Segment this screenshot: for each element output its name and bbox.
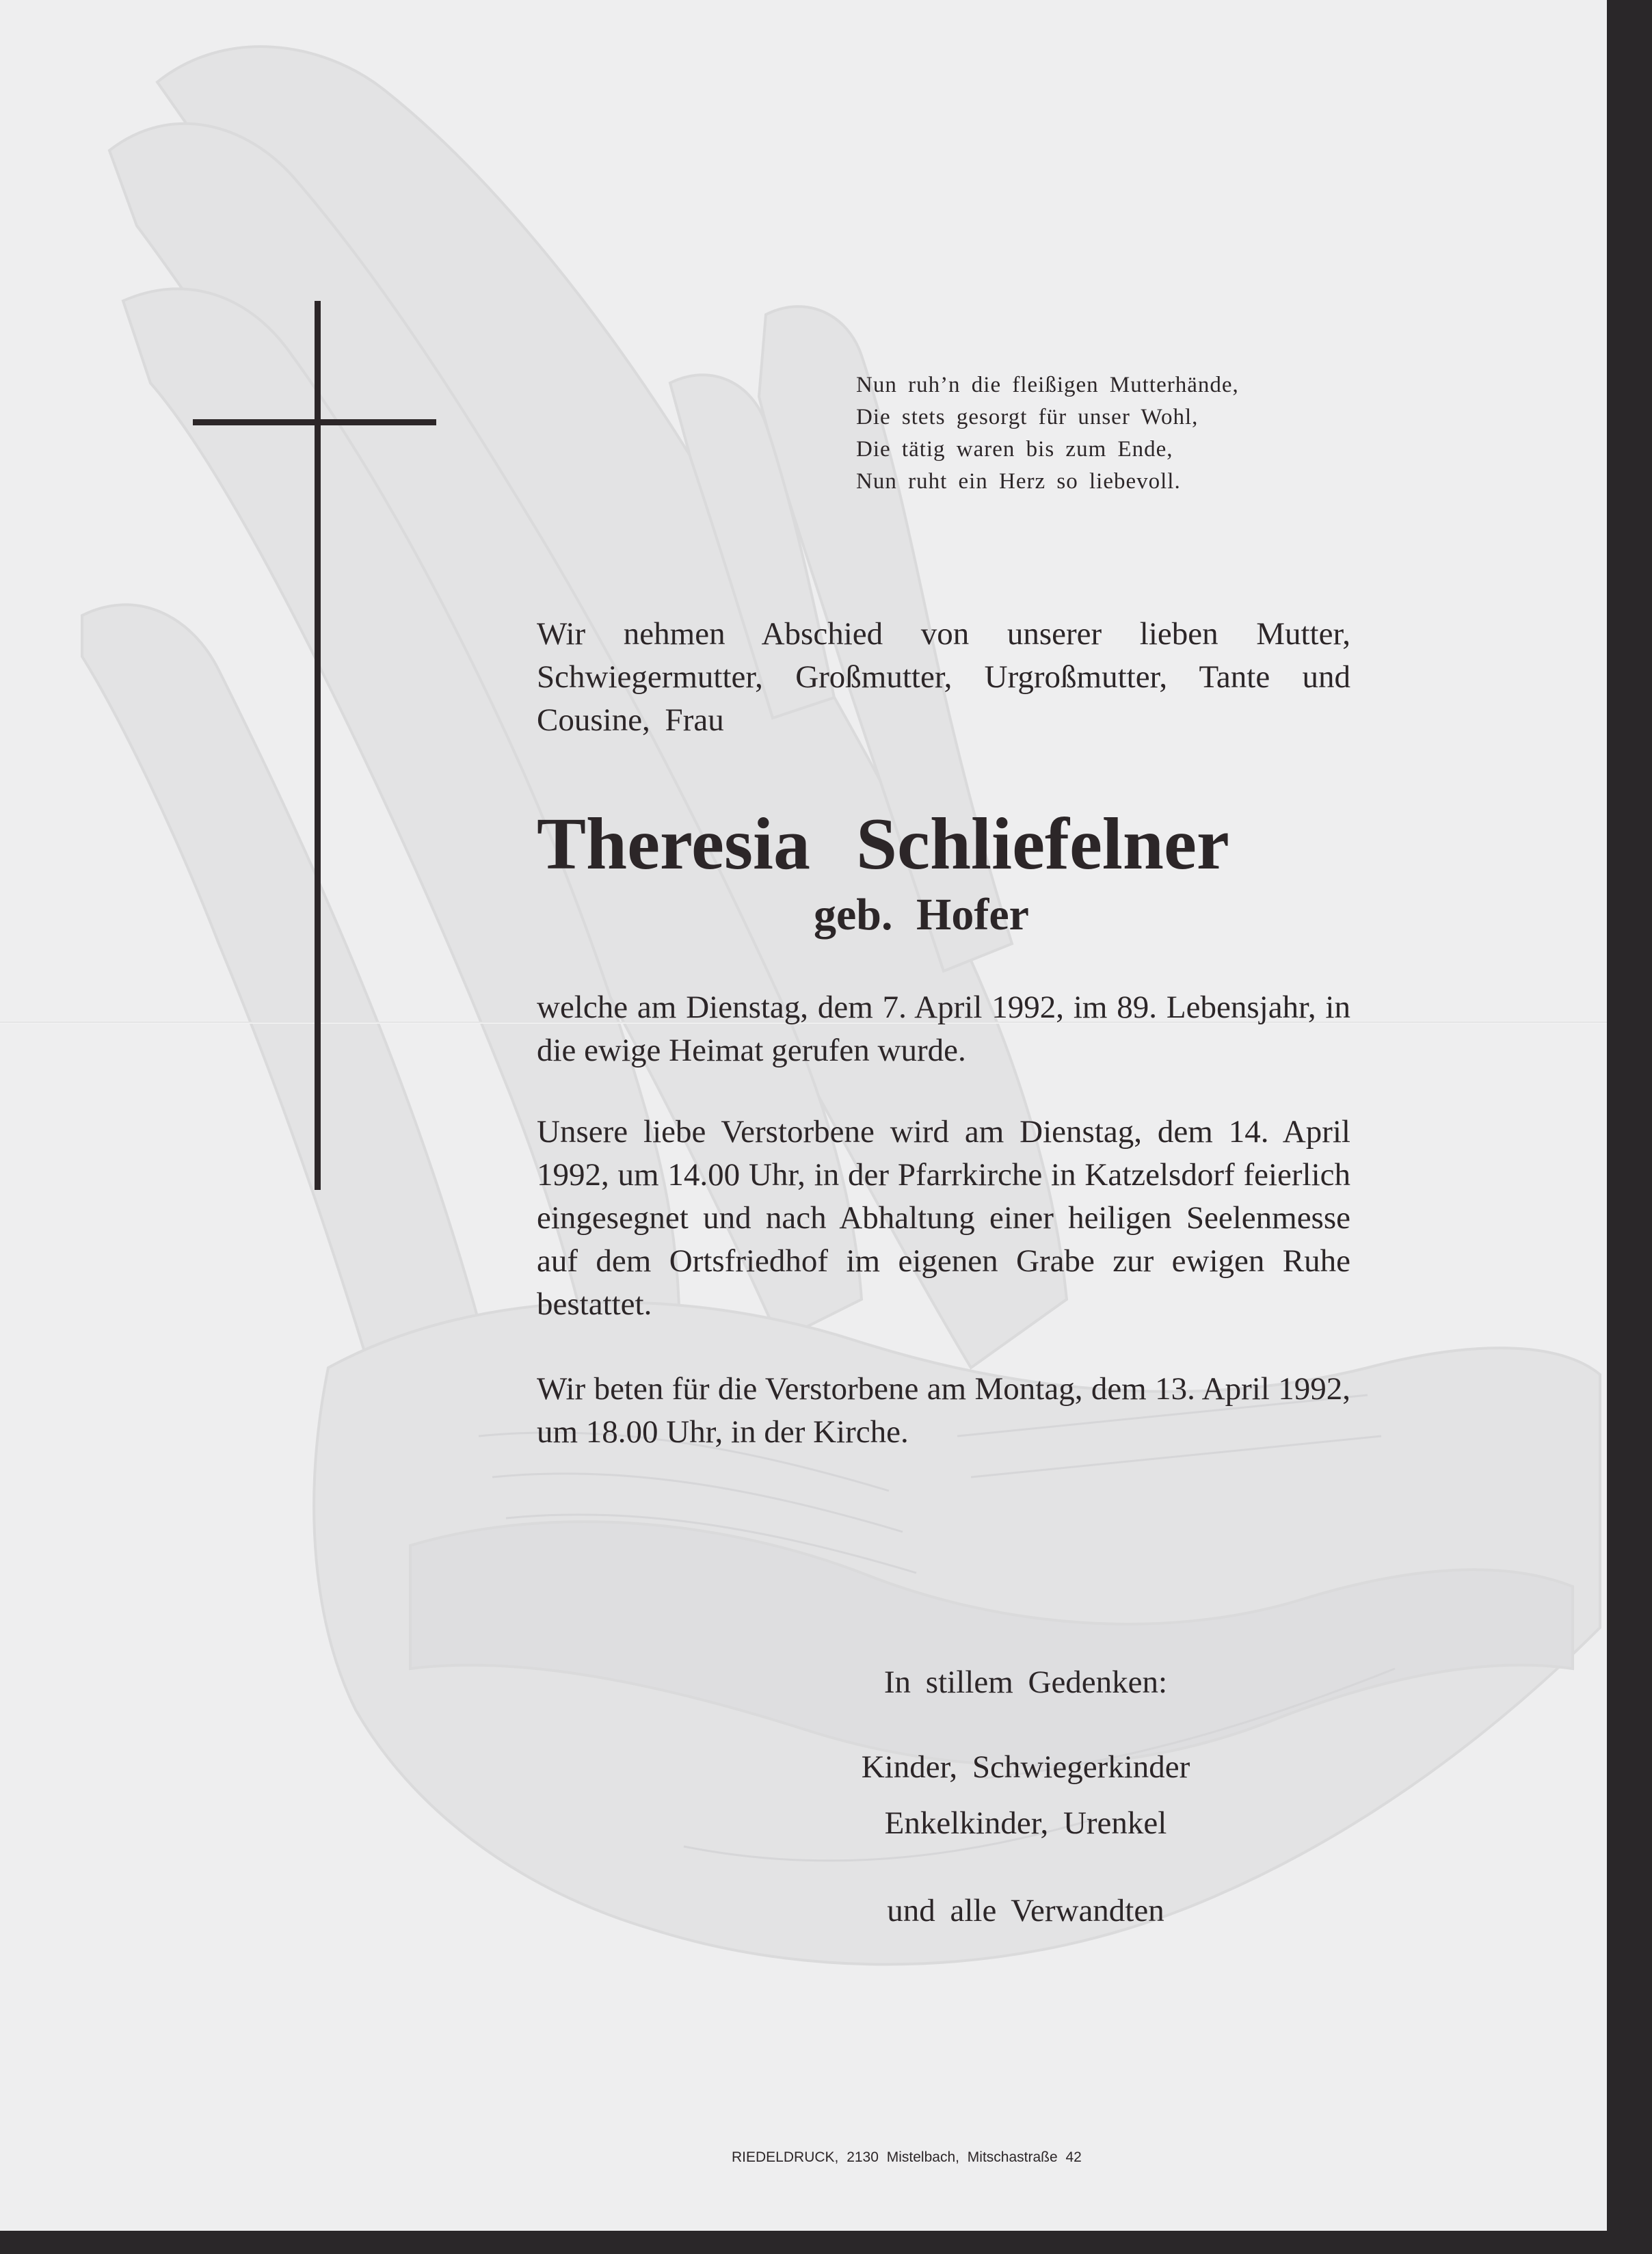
deceased-name: Theresia Schliefelner — [537, 804, 1229, 885]
closing-mourners-children: Kinder, Schwiegerkinder — [861, 1749, 1190, 1785]
death-notice: welche am Dienstag, dem 7. April 1992, im 89. Lebensjahr, in die ewige Heimat gerufen wurde. — [537, 990, 1350, 1068]
cross-vertical-bar — [315, 301, 321, 1190]
burial-notice: Unsere liebe Verstorbene wird am Dienstag, dem 14. April 1992, um 14.00 Uhr, in der Pfarrkirche in Katzelsdorf feierlich eingesegnet und nach Abhaltung einer heiligen Seelenmesse auf dem Ortsfriedhof im eigenen Grabe zur ewigen Ruhe bestattet. — [537, 1114, 1350, 1322]
poem-line: Die tätig waren bis zum Ende, — [856, 437, 1173, 462]
poem-line: Die stets gesorgt für unser Wohl, — [856, 405, 1199, 429]
memorial-poem — [856, 369, 1239, 498]
maiden-name: geb. Hofer — [814, 890, 1029, 940]
closing-remembrance: In stillem Gedenken: — [883, 1665, 1168, 1700]
cross-horizontal-bar — [193, 419, 436, 425]
mourning-border-bottom — [0, 2231, 1652, 2254]
prayer-notice: Wir beten für die Verstorbene am Montag, dem 13. April 1992, um 18.00 Uhr, in der Kirche. — [537, 1371, 1350, 1450]
closing-mourners-relatives: und alle Verwandten — [887, 1893, 1164, 1928]
mourning-border-right — [1607, 0, 1652, 2254]
farewell-intro: Wir nehmen Abschied von unserer lieben Mutter, Schwiegermutter, Großmutter, Urgroßmutter, Tante und Cousine, Frau — [537, 616, 1350, 738]
poem-line: Nun ruh’n die fleißigen Mutterhände, — [856, 373, 1239, 397]
printer-imprint: RIEDELDRUCK, 2130 Mistelbach, Mitschastraße 42 — [732, 2149, 1082, 2165]
poem-line: Nun ruht ein Herz so liebevoll. — [856, 469, 1181, 494]
closing-mourners-grandchildren: Enkelkinder, Urenkel — [884, 1805, 1167, 1841]
